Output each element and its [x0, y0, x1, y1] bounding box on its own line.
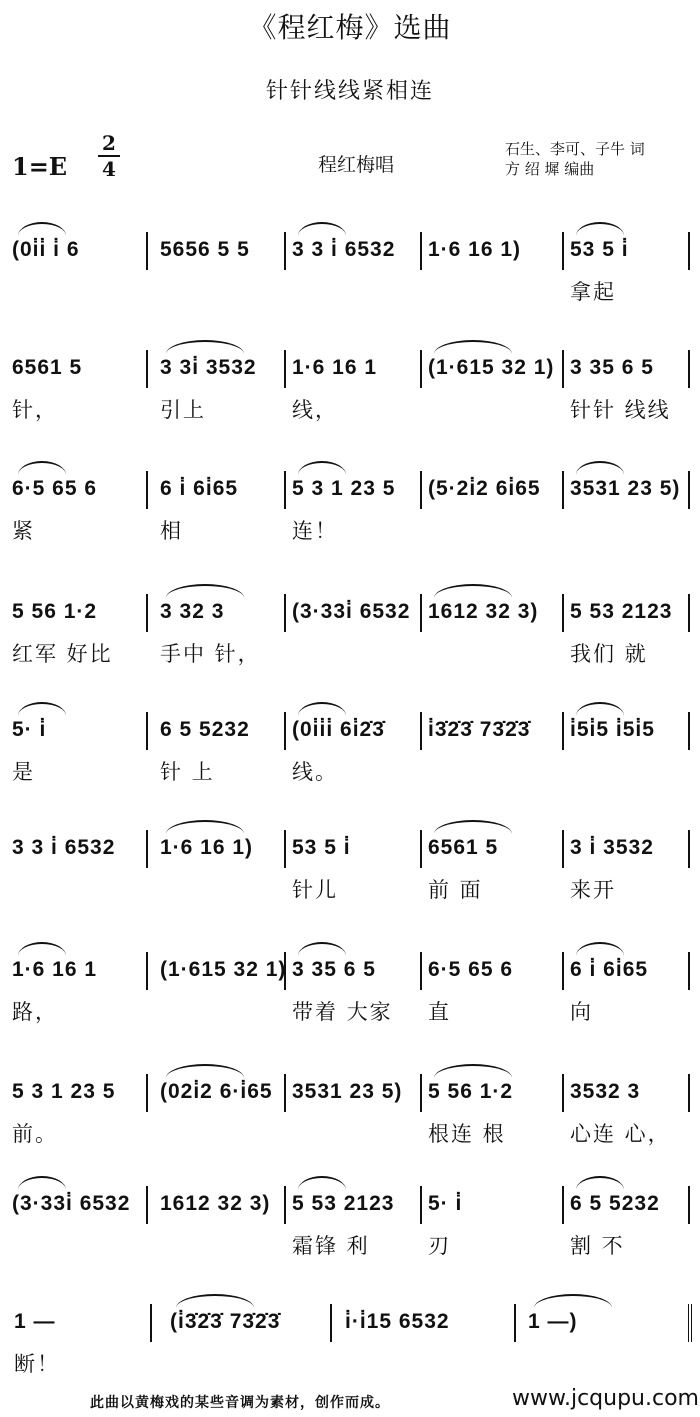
bar-line	[146, 1074, 148, 1112]
measure-notes: 1·6 16 1	[12, 958, 98, 981]
measure-notes: 53 5 i̇	[292, 836, 351, 859]
page-title: 《程红梅》选曲	[248, 11, 452, 44]
slur-arc	[166, 340, 244, 354]
bar-line	[688, 232, 690, 270]
lyric-text: 相	[160, 519, 183, 543]
bar-line	[420, 1186, 422, 1224]
lyric-text: 手中 针，	[160, 642, 261, 666]
measure-notes: 3 35 6 5	[292, 958, 376, 981]
measure-notes: 1 —)	[528, 1310, 578, 1333]
lyric-text: 带着 大家	[292, 1000, 393, 1024]
bar-line	[284, 232, 286, 270]
measure-notes: 1612 32 3)	[160, 1192, 271, 1215]
lyric-text: 我们 就	[570, 642, 648, 666]
slur-arc	[576, 222, 624, 236]
key-signature: 1=E	[12, 152, 68, 181]
measure-notes: 6 i̇ 6i̇65	[160, 477, 239, 500]
measure-notes: 5 3 1 23 5	[292, 477, 396, 500]
slur-arc	[434, 584, 512, 598]
lyric-text: 线。	[292, 760, 338, 784]
bar-line	[688, 471, 690, 509]
composer-credit: 方 绍 墀 编曲	[505, 160, 595, 178]
bar-line	[562, 830, 564, 868]
measure-notes: 1·6 16 1)	[160, 836, 254, 859]
slur-arc	[434, 1064, 512, 1078]
lyric-text: 心连 心，	[570, 1122, 671, 1146]
bar-line	[150, 1304, 152, 1342]
bar-line	[146, 350, 148, 388]
measure-notes: 6 5 5232	[160, 718, 250, 741]
measure-notes: 6 5 5232	[570, 1192, 660, 1215]
measure-notes: (02i̇2 6·i̇65	[160, 1080, 273, 1103]
bar-line	[330, 1304, 332, 1342]
bar-line	[284, 594, 286, 632]
measure-notes: 3531 23 5)	[570, 477, 681, 500]
bar-line	[688, 594, 690, 632]
bar-line	[420, 471, 422, 509]
measure-notes: 3 3 i̇ 6532	[292, 238, 396, 261]
bar-line	[688, 1186, 690, 1224]
measure-notes: 5 3 1 23 5	[12, 1080, 116, 1103]
slur-arc	[18, 461, 66, 475]
measure-notes: 5 53 2123	[570, 600, 673, 623]
singer-credit: 程红梅唱	[318, 154, 395, 176]
lyric-text: 断！	[14, 1352, 60, 1376]
lyric-text: 前。	[12, 1122, 58, 1146]
bar-line	[562, 712, 564, 750]
lyric-text: 割 不	[570, 1234, 625, 1258]
slur-arc	[166, 1064, 244, 1078]
song-subtitle: 针针线线紧相连	[265, 79, 434, 104]
slur-arc	[298, 942, 346, 956]
bar-line	[146, 830, 148, 868]
measure-notes: 1·6 16 1	[292, 356, 378, 379]
bar-line	[284, 471, 286, 509]
lyric-text: 根连 根	[428, 1122, 506, 1146]
measure-notes: i̇·i̇15 6532	[345, 1310, 450, 1333]
final-bar-line	[688, 1304, 694, 1342]
bar-line	[420, 712, 422, 750]
bar-line	[514, 1304, 516, 1342]
measure-notes: 6561 5	[12, 356, 83, 379]
time-denominator: 4	[102, 157, 116, 181]
slur-arc	[298, 702, 346, 716]
bar-line	[420, 232, 422, 270]
measure-notes: 5· i̇	[12, 718, 47, 741]
lyric-text: 刃	[428, 1234, 451, 1258]
lyricist-credit: 石生、李可、子牛 词	[505, 140, 645, 158]
bar-line	[420, 350, 422, 388]
bar-line	[562, 952, 564, 990]
bar-line	[562, 232, 564, 270]
lyric-text: 针 上	[160, 760, 215, 784]
slur-arc	[176, 1294, 254, 1308]
bar-line	[284, 350, 286, 388]
measure-notes: (1·615 32 1)	[428, 356, 555, 379]
measure-notes: 3 32 3	[160, 600, 225, 623]
bar-line	[562, 1186, 564, 1224]
measure-notes: i̇3̇2̇3̇ 73̇2̇3̇	[428, 718, 531, 741]
bar-line	[420, 830, 422, 868]
lyric-text: 向	[570, 1000, 593, 1024]
lyric-text: 红军 好比	[12, 642, 113, 666]
lyric-text: 针针 线线	[570, 398, 671, 422]
time-signature	[98, 132, 120, 180]
measure-notes: (5·2i̇2 6i̇65	[428, 477, 541, 500]
bar-line	[146, 712, 148, 750]
bar-line	[562, 350, 564, 388]
measure-notes: 3 i̇ 3532	[570, 836, 654, 859]
slur-arc	[576, 942, 624, 956]
bar-line	[688, 1074, 690, 1112]
measure-notes: 5656 5 5	[160, 238, 250, 261]
slur-arc	[534, 1294, 612, 1308]
slur-arc	[166, 584, 244, 598]
measure-notes: 5· i̇	[428, 1192, 463, 1215]
measure-notes: 5 53 2123	[292, 1192, 395, 1215]
bar-line	[284, 1074, 286, 1112]
measure-notes: (1·615 32 1)	[160, 958, 287, 981]
measure-notes: 3532 3	[570, 1080, 641, 1103]
lyric-text: 引上	[160, 398, 206, 422]
measure-notes: 3 3 i̇ 6532	[12, 836, 116, 859]
measure-notes: 3531 23 5)	[292, 1080, 403, 1103]
bar-line	[284, 1186, 286, 1224]
slur-arc	[576, 1176, 624, 1190]
lyric-text: 是	[12, 760, 35, 784]
measure-notes: 5 56 1·2	[428, 1080, 514, 1103]
footnote: 此曲以黄梅戏的某些音调为素材，创作而成。	[90, 1395, 390, 1411]
measure-notes: (0i̇i̇ i̇ 6	[12, 238, 80, 261]
lyric-text: 线，	[292, 398, 338, 422]
measure-notes: (3·33i̇ 6532	[12, 1192, 131, 1215]
slur-arc	[576, 461, 624, 475]
time-numerator: 2	[102, 131, 116, 155]
measure-notes: 5 56 1·2	[12, 600, 98, 623]
lyric-text: 连！	[292, 519, 338, 543]
lyric-text: 前 面	[428, 878, 483, 902]
watermark: www.jcqupu.com	[512, 1386, 699, 1411]
bar-line	[420, 952, 422, 990]
measure-notes: 53 5 i̇	[570, 238, 629, 261]
measure-notes: 6·5 65 6	[428, 958, 514, 981]
lyric-text: 霜锋 利	[292, 1234, 370, 1258]
measure-notes: 1 —	[14, 1310, 56, 1333]
measure-notes: (3·33i̇ 6532	[292, 600, 411, 623]
measure-notes: 1·6 16 1)	[428, 238, 522, 261]
slur-arc	[18, 222, 66, 236]
bar-line	[688, 830, 690, 868]
bar-line	[688, 952, 690, 990]
measure-notes: i̇5i̇5 i̇5i̇5	[570, 718, 655, 741]
bar-line	[146, 471, 148, 509]
slur-arc	[18, 702, 66, 716]
lyric-text: 针儿	[292, 878, 338, 902]
measure-notes: 1612 32 3)	[428, 600, 539, 623]
slur-arc	[576, 702, 624, 716]
lyric-text: 路，	[12, 1000, 58, 1024]
slur-arc	[298, 222, 346, 236]
slur-arc	[298, 1176, 346, 1190]
lyric-text: 针，	[12, 398, 58, 422]
measure-notes: 6561 5	[428, 836, 499, 859]
bar-line	[420, 1074, 422, 1112]
bar-line	[688, 712, 690, 750]
slur-arc	[434, 820, 512, 834]
bar-line	[146, 594, 148, 632]
bar-line	[146, 952, 148, 990]
lyric-text: 拿起	[570, 280, 616, 304]
lyric-text: 直	[428, 1000, 451, 1024]
slur-arc	[18, 1176, 66, 1190]
bar-line	[562, 471, 564, 509]
bar-line	[284, 952, 286, 990]
slur-arc	[18, 942, 66, 956]
slur-arc	[166, 820, 244, 834]
bar-line	[284, 830, 286, 868]
measure-notes: (0i̇i̇i̇ 6i̇2̇3̇	[292, 718, 385, 741]
bar-line	[562, 1074, 564, 1112]
slur-arc	[298, 461, 346, 475]
bar-line	[146, 232, 148, 270]
lyric-text: 紧	[12, 519, 35, 543]
bar-line	[284, 712, 286, 750]
measure-notes: 3 3i̇ 3532	[160, 356, 257, 379]
measure-notes: 6 i̇ 6i̇65	[570, 958, 649, 981]
slur-arc	[434, 340, 512, 354]
bar-line	[562, 594, 564, 632]
lyric-text: 来开	[570, 878, 616, 902]
measure-notes: 6·5 65 6	[12, 477, 98, 500]
bar-line	[420, 594, 422, 632]
measure-notes: (i̇3̇2̇3̇ 73̇2̇3̇	[170, 1310, 281, 1333]
bar-line	[688, 350, 690, 388]
measure-notes: 3 35 6 5	[570, 356, 654, 379]
bar-line	[146, 1186, 148, 1224]
